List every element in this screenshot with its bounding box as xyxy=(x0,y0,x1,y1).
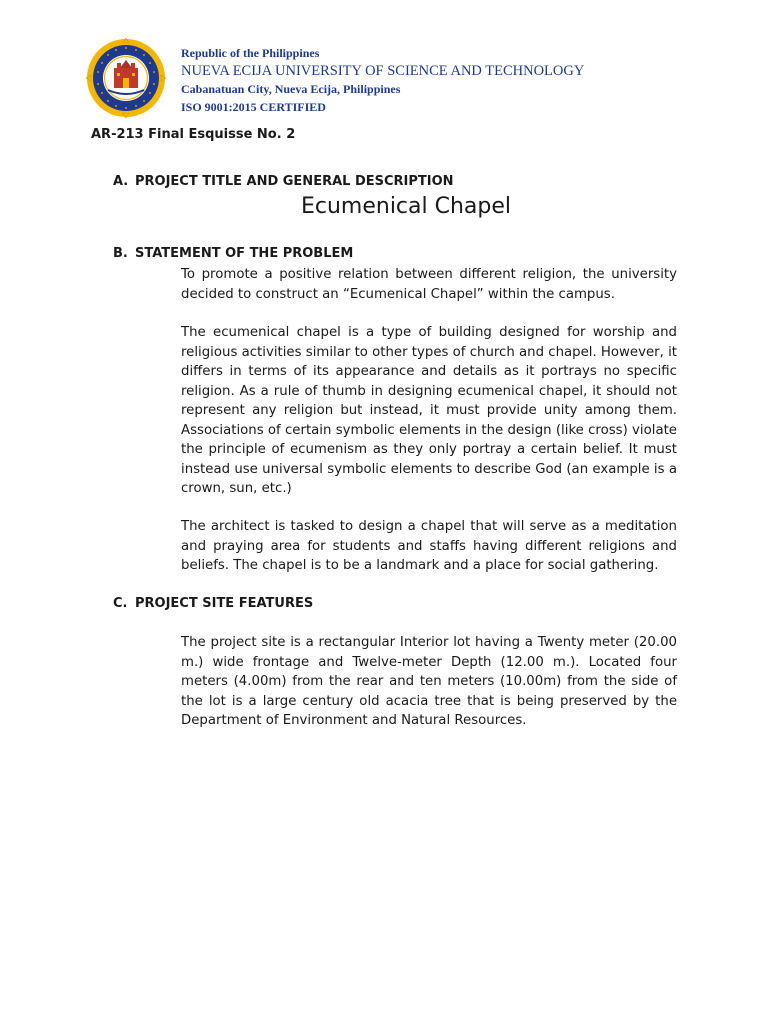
section-b-heading xyxy=(113,246,353,261)
paragraph: The project site is a rectangular Interior lot having a Twenty meter (20.00 m.) wide frontage and Twelve-meter Depth (12.00 m.). Located four meters (4.00m) from the rear and ten meters (10.00m) from the side of the lot is a large century old acacia tree that is being preserved by the Department of Environment and Natural Resources. xyxy=(181,635,677,728)
section-letter: B. xyxy=(113,246,128,261)
letterhead-certification: ISO 9001:2015 CERTIFIED xyxy=(181,100,326,114)
paragraph: The ecumenical chapel is a type of building designed for worship and religious activities similar to other types of church and chapel. However, it differs in terms of its appearance and details as it portrays no specific religion. As a rule of thumb in designing ecumenical chapel, it should not represent any religion but instead, it must provide unity among them. Associations of certain symbolic elements in the design (like cross) violate the principle of ecumenism as they only portray a certain belief. It must instead use universal symbolic elements to describe God (an example is a crown, sun, etc.) xyxy=(181,325,677,496)
section-title: PROJECT SITE FEATURES xyxy=(135,596,314,611)
project-title: Ecumenical Chapel xyxy=(300,194,512,219)
university-seal-logo xyxy=(86,38,166,118)
section-a-heading xyxy=(113,174,454,189)
paragraph: To promote a positive relation between different religion, the university decided to construct an “Ecumenical Chapel” within the campus. xyxy=(181,267,677,302)
paragraph: The architect is tasked to design a chapel that will serve as a meditation and praying area for students and staffs having different religions and beliefs. The chapel is to be a landmark and a place for social gathering. xyxy=(181,519,677,573)
document-code: AR-213 Final Esquisse No. 2 xyxy=(91,127,296,142)
section-title: PROJECT TITLE AND GENERAL DESCRIPTION xyxy=(135,174,454,189)
letterhead-country: Republic of the Philippines xyxy=(181,46,320,60)
section-c-heading xyxy=(113,596,313,611)
section-letter: C. xyxy=(113,596,128,611)
letterhead-university: NUEVA ECIJA UNIVERSITY OF SCIENCE AND TECHNOLOGY xyxy=(181,63,585,79)
section-letter: A. xyxy=(113,174,129,189)
letterhead-address: Cabanatuan City, Nueva Ecija, Philippines xyxy=(181,82,401,96)
letterhead xyxy=(181,45,584,117)
section-title: STATEMENT OF THE PROBLEM xyxy=(135,246,354,261)
